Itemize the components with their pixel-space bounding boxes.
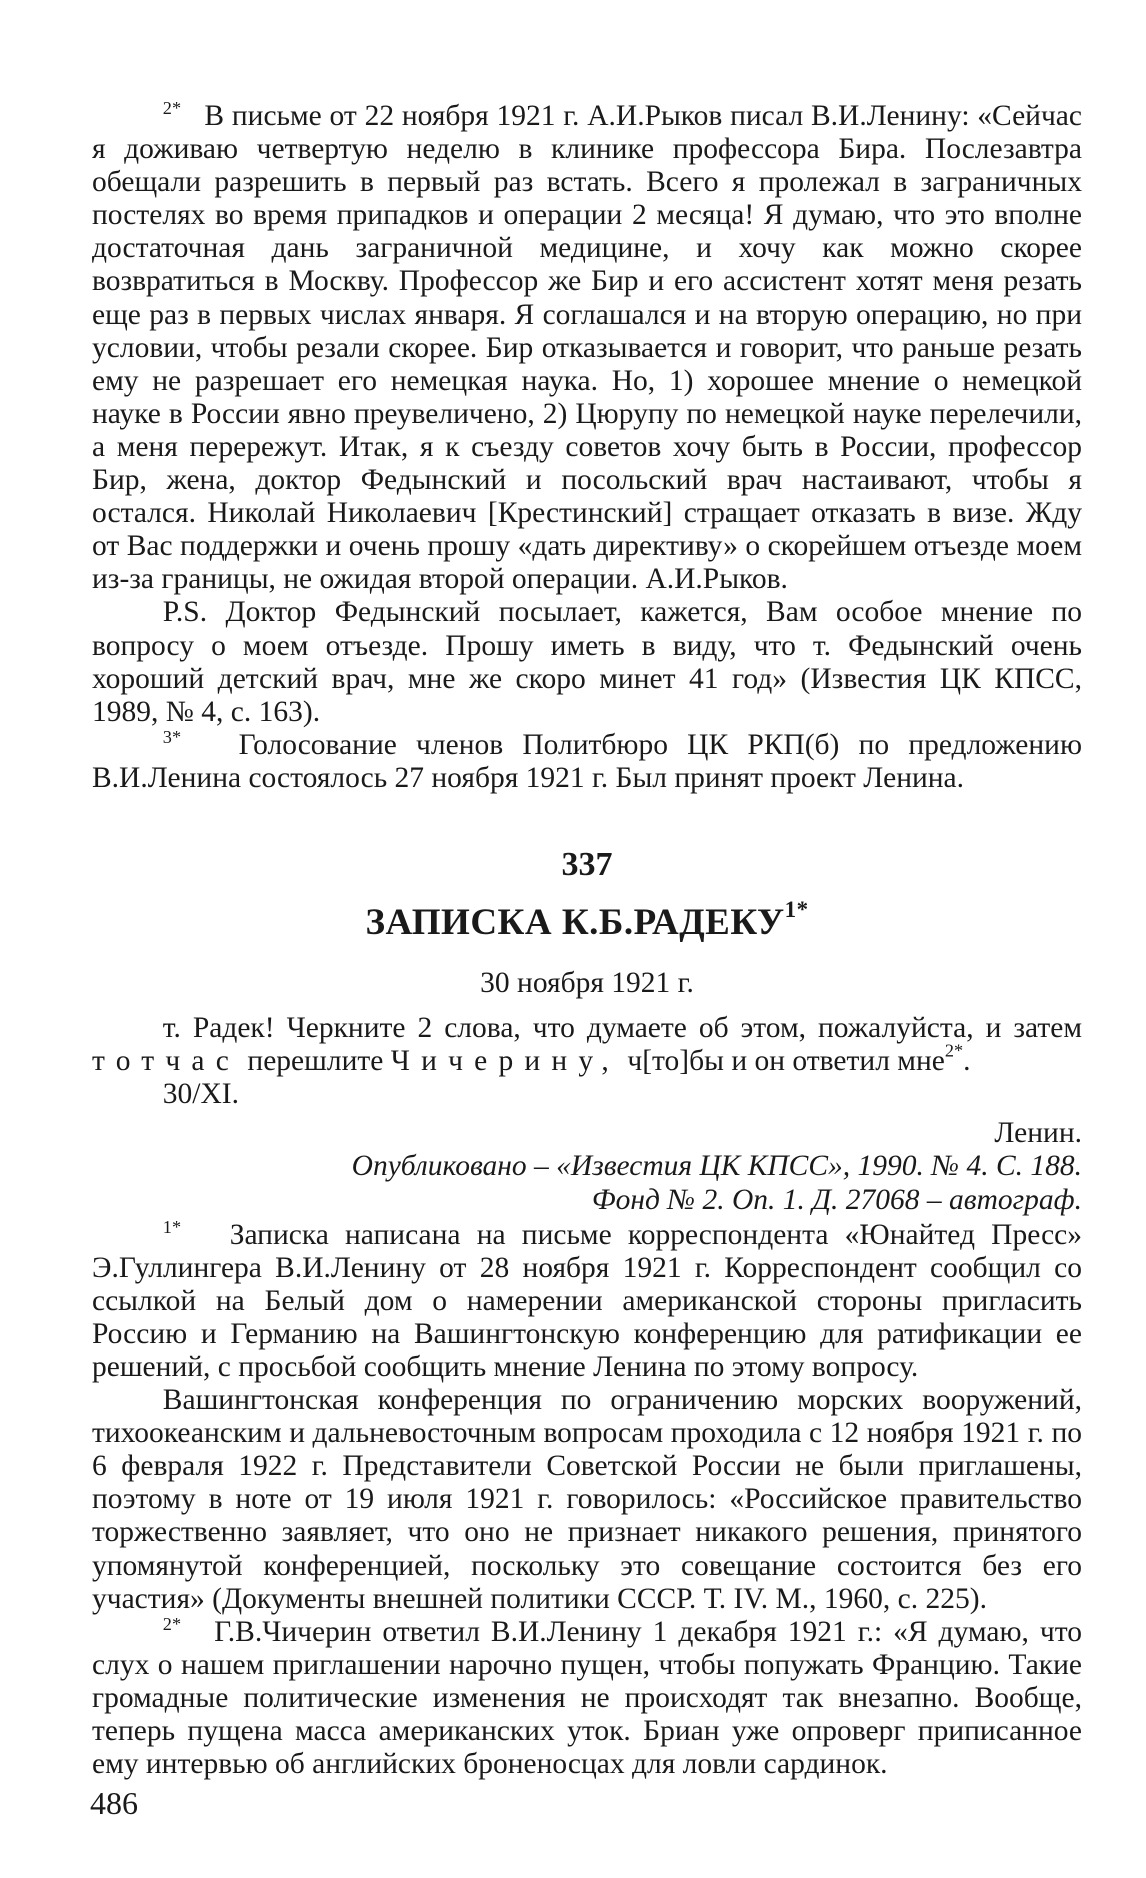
footnote-marker: 1* bbox=[162, 1216, 182, 1237]
footnote-text: Голосование членов Политбюро ЦК РКП(б) по предложению В.И.Ленина состоялось 27 ноября 1921 г. Был принят проект Ленина. bbox=[92, 728, 1083, 794]
document-title bbox=[92, 896, 1082, 945]
text-column bbox=[92, 100, 1082, 1781]
footnote-gullinger-letter bbox=[92, 1216, 1083, 1384]
footnote-marker: 2* bbox=[162, 1613, 182, 1634]
note-text: . bbox=[963, 1045, 971, 1078]
footnote-chicherin-reply bbox=[92, 1613, 1082, 1781]
footnote-text: Записка написана на письме корреспондента «Юнайтед Пресс» Э.Гуллингера В.И.Ленину от 28 ноября 1921 г. Корреспондент сообщил со ссылкой на Белый дом о намерении американской стороны пригласить Россию и Германию на Вашингтонскую конференцию для ратификации ее решений, с просьбой сообщить мнение Ленина по этому вопросу. bbox=[92, 1218, 1083, 1383]
footnote-marker: 3* bbox=[162, 726, 182, 747]
note-emphasis: тотчас bbox=[92, 1045, 241, 1078]
footnote-postscript: P.S. Доктор Федынский посылает, кажется, Вам особое мнение по вопросу о моем отъезде. Прошу иметь в виду, что т. Федынский очень хороший детский врач, мне же скоро минет 41 год» (Известия ЦК КПСС, 1989, № 4, с. 163). bbox=[92, 596, 1082, 728]
document-date: 30 ноября 1921 г. bbox=[480, 966, 694, 999]
publication-source: Опубликовано – «Известия ЦК КПСС», 1990. № 4. С. 188. bbox=[351, 1150, 1082, 1183]
note-text: ч[то]бы и он ответил мне bbox=[627, 1045, 945, 1078]
footnote-marker: 2* bbox=[162, 98, 182, 119]
note-dateline: 30/XI. bbox=[162, 1078, 239, 1111]
footnote-marker: 2* bbox=[944, 1040, 964, 1061]
note-text: т. Радек! Черкните 2 слова, что думаете об этом, пожалуйста, и затем bbox=[162, 1012, 1082, 1045]
page-number: 486 bbox=[90, 1785, 138, 1821]
signature: Ленин. bbox=[994, 1117, 1082, 1150]
note-emphasis: Чичерину, bbox=[390, 1045, 621, 1078]
note-text: перешлите bbox=[247, 1045, 384, 1078]
footnote-marker: 1* bbox=[784, 896, 809, 922]
footnote-text: В письме от 22 ноября 1921 г. А.И.Рыков писал В.И.Ленину: «Сейчас я доживаю четвертую неделю в клинике профессора Бира. Послезавтра обещали разрешить в первый раз встать. Всего я пролежал в заграничных постелях во время припадков и операции 2 месяца! Я думаю, что это вполне достаточная дань заграничной медицине, и хочу как можно скорее возвратиться в Москву. Профессор же Бир и его ассистент хотят меня резать еще раз в первых числах января. Я соглашался и на вторую операцию, но при условии, чтобы резали скорее. Бир отказывается и говорит, что раньше резать ему не разрешает его немецкая наука. Но, 1) хорошее мнение о немецкой науке в России явно преувеличено, 2) Цюрупу по немецкой науке перелечили, а меня перережут. Итак, я к съезду советов хочу быть в России, профессор Бир, жена, доктор Федынский и посольский врач настаивают, чтобы я остался. Николай Николаевич [Крестинский] стращает отказать в визе. Жду от Вас поддержки и очень прошу «дать директиву» о скорейшем отъезде моем из-за границы, не ожидая второй операции. А.И.Рыков. bbox=[92, 100, 1082, 596]
note-body bbox=[92, 1012, 1082, 1078]
footnote-rykov-letter bbox=[92, 100, 1082, 596]
footnote-washington-conference: Вашингтонская конференция по ограничению морских вооружений, тихоокеанским и дальневосточным вопросам проходила с 12 ноября 1921 г. по 6 февраля 1922 г. Представители Советской России не были приглашены, поэтому в ноте от 19 июля 1921 г. говорилось: «Российское правительство торжественно заявляет, что оно не признает никакого решения, принятого упомянутой конференцией, поскольку это совещание состоится без его участия» (Документы внешней политики СССР. Т. IV. М., 1960, с. 225). bbox=[92, 1384, 1082, 1615]
footnote-politburo-vote bbox=[92, 726, 1083, 795]
archive-reference: Фонд № 2. Оп. 1. Д. 27068 – автограф. bbox=[591, 1183, 1082, 1216]
document-number: 337 bbox=[561, 845, 613, 883]
footnote-text: Г.В.Чичерин ответил В.И.Ленину 1 декабря 1921 г.: «Я думаю, что слух о нашем приглашении нарочно пущен, чтобы попужать Францию. Такие громадные политические изменения не происходят так внезапно. Вообще, теперь пущена масса американских уток. Бриан уже опроверг приписанное ему интервью об английских броненосцах для ловли сардинок. bbox=[92, 1615, 1082, 1781]
document-title-text: ЗАПИСКА К.Б.РАДЕКУ bbox=[365, 901, 785, 943]
